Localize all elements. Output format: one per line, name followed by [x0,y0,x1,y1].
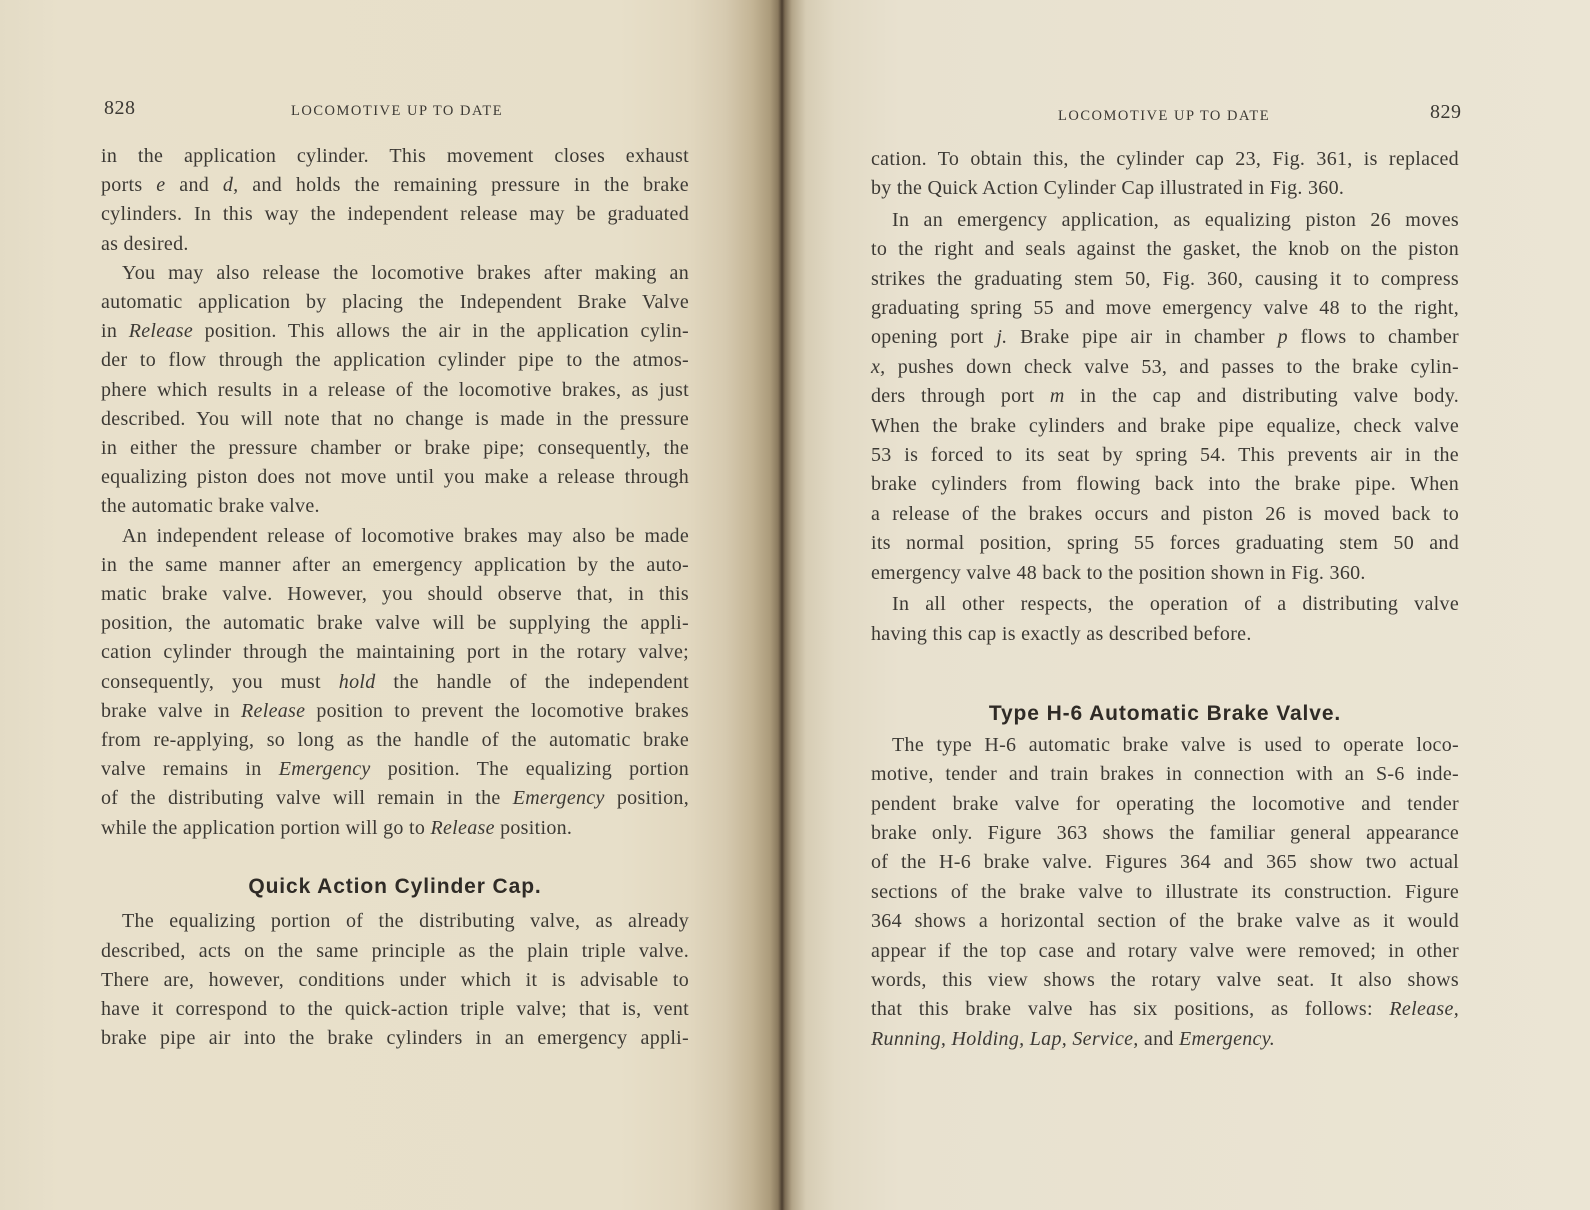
text-run: An independent release of locomotive brakes may also be made [122,524,689,547]
text-line [871,353,1459,382]
text-line [871,145,1459,174]
text-run: appear if the top case and rotary valve were removed; in other [871,939,1459,962]
text-line [101,551,689,580]
text-run: its normal position, spring 55 forces graduating stem 50 and [871,532,1459,555]
text-run: position. The equalizing portion [370,758,689,781]
text-run: to the right and seals against the gasket, the knob on the piston [871,238,1459,261]
paragraph [101,259,689,522]
paragraph [871,145,1459,204]
text-line [101,463,689,492]
text-line [101,638,689,667]
text-line [101,259,689,288]
text-run: cation cylinder through the maintaining port in the rotary valve; [101,641,689,664]
italic-text: Emergency [512,787,605,810]
text-run: have it correspond to the quick-action triple valve; that is, vent [101,998,689,1021]
text-run: of the H-6 brake valve. Figures 364 and 365 show two actual [871,851,1459,874]
text-run: cation. To obtain this, the cylinder cap 23, Fig. 361, is replaced [871,148,1459,170]
text-run: in the same manner after an emergency application by the auto- [101,553,689,576]
text-line [101,907,689,936]
text-line [871,731,1459,760]
text-run: position. [494,816,573,839]
text-run: having this cap is exactly as described before. [871,622,1252,645]
text-line [871,620,1459,649]
italic-text: e [156,174,166,197]
text-line [871,760,1459,789]
text-run: 53 is forced to its seat by spring 54. This prevents air in the [871,444,1459,467]
text-line [101,434,689,463]
italic-text: x, [871,355,886,378]
text-run: strikes the graduating stem 50, Fig. 360, causing it to compress [871,267,1459,290]
text-line [101,376,689,405]
text-run: while the application portion will go to [101,816,431,839]
text-line [871,790,1459,819]
text-run: matic brake valve. However, you should observe that, in this [101,583,689,606]
paragraph [871,731,1459,1054]
text-line [101,317,689,346]
running-head: LOCOMOTIVE UP TO DATE [1058,108,1271,124]
text-run: the handle of the independent [375,670,689,693]
text-line [871,907,1459,936]
text-line [101,697,689,726]
text-line [101,230,689,259]
text-line [871,265,1459,294]
text-run: The type H-6 automatic brake valve is used to operate loco- [892,733,1459,756]
text-line [101,995,689,1024]
paragraph [101,142,689,259]
text-run: a release of the brakes occurs and piston 26 is moved back to [871,502,1459,525]
text-line [871,848,1459,877]
text-run: in the cap and distributing valve body. [1064,385,1460,408]
text-run: In an emergency application, as equalizing piston 26 moves [892,208,1459,231]
text-run: brake only. Figure 363 shows the familiar general appearance [871,822,1459,845]
text-run: der to flow through the application cylinder pipe to the atmos- [101,349,689,372]
text-line [871,412,1459,441]
text-run: sections of the brake valve to illustrate its construction. Figure [871,880,1459,903]
text-line [101,200,689,229]
text-run: motive, tender and train brakes in connection with an S-6 inde- [871,763,1459,786]
text-run: that this brake valve has six positions, as follows: [871,998,1390,1021]
text-line [101,609,689,638]
text-run: emergency valve 48 back to the position shown in Fig. 360. [871,561,1366,584]
section-heading: Type H-6 Automatic Brake Valve. [988,702,1342,726]
text-run: brake cylinders from flowing back into the brake pipe. When [871,473,1459,496]
text-line [101,668,689,697]
text-run: described. You will note that no change is made in the pressure [101,407,689,430]
text-line [101,288,689,317]
text-run: valve remains in [101,758,279,781]
text-run: equalizing piston does not move until you make a release through [101,466,689,489]
text-run: of the distributing valve will remain in the [101,787,513,810]
text-run: the automatic brake valve. [101,495,320,518]
page-number: 829 [1430,101,1462,123]
italic-text: j. [996,326,1008,349]
text-line [871,559,1459,588]
text-run: pendent brake valve for operating the locomotive and tender [871,792,1459,815]
paragraph [871,590,1459,649]
text-run: opening port [871,326,997,349]
text-run: When the brake cylinders and brake pipe equalize, check valve [871,414,1459,437]
text-run: position, the automatic brake valve will be supplying the appli- [101,612,689,635]
running-head: LOCOMOTIVE UP TO DATE [291,103,504,119]
text-run: in [101,320,129,343]
paragraph [871,206,1459,588]
text-line [871,529,1459,558]
italic-text: hold [338,670,376,693]
text-run: brake valve in [101,699,242,722]
text-line [871,966,1459,995]
italic-text: Release [128,320,194,343]
text-line [101,405,689,434]
italic-text: p [1277,326,1288,349]
text-line [871,500,1459,529]
text-run: 364 shows a horizontal section of the brake valve as it would [871,910,1459,933]
text-run: phere which results in a release of the locomotive brakes, as just [101,378,689,401]
text-line [101,937,689,966]
text-run: ders through port [871,385,1050,408]
text-run: and [165,174,223,197]
text-run: flows to chamber [1287,326,1459,349]
text-line [871,937,1459,966]
right-page [785,0,1590,1210]
text-run: ports [101,174,157,197]
text-run: consequently, you must [101,670,339,693]
text-line [101,966,689,995]
text-line [101,784,689,813]
text-run: The equalizing portion of the distributing valve, as already [122,910,689,933]
text-line [871,294,1459,323]
text-run: automatic application by placing the Independent Brake Valve [101,291,689,314]
text-run: Brake pipe air in chamber [1007,326,1278,349]
italic-text: Release, [1389,998,1459,1021]
italic-text: Emergency [278,758,371,781]
text-line [101,142,689,171]
text-run: You may also release the locomotive brakes after making an [122,261,689,284]
text-run: described, acts on the same principle as the plain triple valve. [101,939,689,962]
text-run: as desired. [101,232,189,255]
text-line [871,235,1459,264]
text-line [871,206,1459,235]
text-run: from re-applying, so long as the handle of the automatic brake [101,729,689,752]
text-run: pushes down check valve 53, and passes to the brake cylin- [885,355,1459,378]
text-line [871,819,1459,848]
text-line [101,492,689,521]
text-line [871,382,1459,411]
text-line [101,522,689,551]
text-line [101,755,689,784]
italic-text: Release [241,699,306,722]
text-line [871,441,1459,470]
text-run: graduating spring 55 and move emergency valve 48 to the right, [871,297,1459,320]
text-run: There are, however, conditions under which it is advisable to [101,968,689,991]
text-run: in the application cylinder. This movement closes exhaust [101,145,689,167]
text-line [101,346,689,375]
text-column [871,145,1459,1054]
text-run: In all other respects, the operation of a distributing valve [892,593,1459,616]
text-line [871,878,1459,907]
italic-text: Emergency. [1179,1027,1276,1050]
text-line [871,590,1459,619]
text-line [871,470,1459,499]
text-column [101,142,689,1053]
text-line [101,726,689,755]
text-line [101,814,689,843]
text-run: by the Quick Action Cylinder Cap illustrated in Fig. 360. [871,177,1345,200]
italic-text: d, [222,174,239,197]
page-number: 828 [104,97,136,119]
text-run: position, [604,787,689,810]
italic-text: Running, Holding, Lap, Service, [871,1027,1139,1050]
section-heading: Quick Action Cylinder Cap. [248,875,542,899]
left-page [0,0,785,1210]
text-run: in either the pressure chamber or brake pipe; consequently, the [101,437,689,460]
paragraph [101,522,689,843]
text-line [871,323,1459,352]
text-run: position to prevent the locomotive brakes [305,699,689,722]
text-line [871,174,1459,203]
italic-text: m [1049,385,1065,408]
italic-text: Release [430,816,495,839]
paragraph [101,907,689,1053]
text-line [101,1024,689,1053]
text-line [101,580,689,609]
text-line [101,171,689,200]
text-line [871,1025,1459,1054]
text-run: cylinders. In this way the independent release may be graduated [101,203,689,226]
text-run: position. This allows the air in the application cylin- [193,320,689,343]
text-run: brake pipe air into the brake cylinders in an emergency appli- [101,1027,689,1050]
text-run: and [1138,1027,1179,1050]
text-run: words, this view shows the rotary valve seat. It also shows [871,969,1459,992]
text-line [871,995,1459,1024]
text-run: and holds the remaining pressure in the brake [238,174,689,197]
